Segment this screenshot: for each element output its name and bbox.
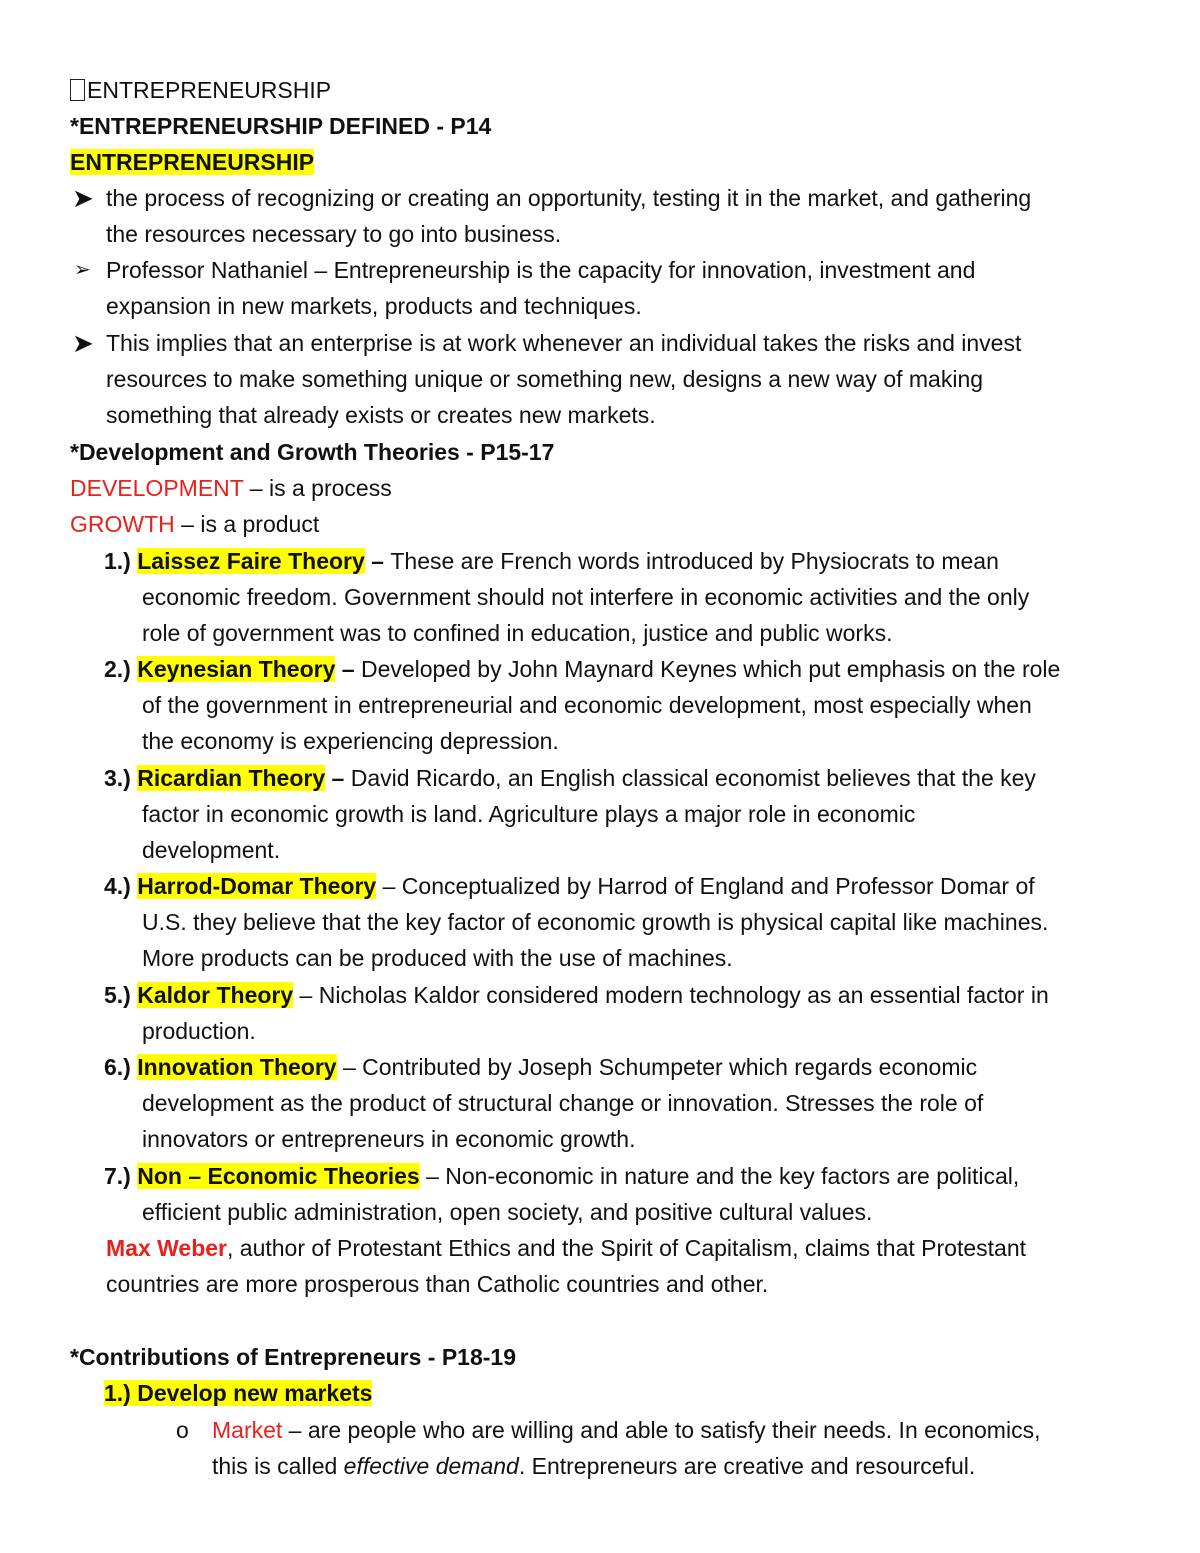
section-heading-contributions: *Contributions of Entrepreneurs - P18-19 <box>70 1344 517 1370</box>
document-title: ENTREPRENEURSHIP <box>70 74 331 106</box>
circle-bullet-icon: o <box>176 1417 189 1443</box>
theory-4-line-3: More products can be produced with the use of machines. <box>142 945 733 971</box>
contribution-item-1: 1.) Develop new markets <box>104 1380 373 1406</box>
bullet-3-line-1: This implies that an enterprise is at work whenever an individual takes the risks and invest <box>106 330 1022 356</box>
arrow-bullet-icon: ➤ <box>72 183 94 213</box>
theory-4-line-2: U.S. they believe that the key factor of economic growth is physical capital like machines. <box>142 909 1049 935</box>
theory-7-line-2: efficient public administration, open society, and positive cultural values. <box>142 1199 873 1225</box>
theory-5-line-2: production. <box>142 1018 256 1044</box>
arrow-bullet-icon: ➤ <box>72 328 94 358</box>
theory-1-line-3: role of government was to confined in education, justice and public works. <box>142 620 893 646</box>
theory-7-line-1: 7.) Non – Economic Theories – Non-economic in nature and the key factors are political, <box>104 1163 1020 1189</box>
theory-3-line-2: factor in economic growth is land. Agriculture plays a major role in economic <box>142 801 916 827</box>
bullet-2-line-1: Professor Nathaniel – Entrepreneurship is the capacity for innovation, investment and <box>106 257 976 283</box>
bullet-3-line-2: resources to make something unique or something new, designs a new way of making <box>106 366 984 392</box>
bullet-1-line-1: the process of recognizing or creating an opportunity, testing it in the market, and gathering <box>106 185 1032 211</box>
theory-3-line-1: 3.) Ricardian Theory – David Ricardo, an English classical economist believes that the key <box>104 765 1036 791</box>
theory-6-line-1: 6.) Innovation Theory – Contributed by Joseph Schumpeter which regards economic <box>104 1054 978 1080</box>
theory-6-line-2: development as the product of structural change or innovation. Stresses the role of <box>142 1090 984 1116</box>
theory-4-line-1: 4.) Harrod-Domar Theory – Conceptualized by Harrod of England and Professor Domar of <box>104 873 1035 899</box>
theory-1-line-2: economic freedom. Government should not interfere in economic activities and the only <box>142 584 1030 610</box>
bullet-3-line-3: something that already exists or creates new markets. <box>106 402 656 428</box>
term-entrepreneurship: ENTREPRENEURSHIP <box>70 149 315 175</box>
growth-definition: GROWTH – is a product <box>70 511 320 537</box>
market-definition-line-2: this is called effective demand. Entrepreneurs are creative and resourceful. <box>212 1453 976 1479</box>
missing-glyph-icon <box>70 79 85 101</box>
theory-2-line-3: the economy is experiencing depression. <box>142 728 559 754</box>
weber-line-1: Max Weber, author of Protestant Ethics and the Spirit of Capitalism, claims that Protestant <box>106 1235 1027 1261</box>
theory-6-line-3: innovators or entrepreneurs in economic growth. <box>142 1126 636 1152</box>
theory-3-line-3: development. <box>142 837 281 863</box>
weber-line-2: countries are more prosperous than Catholic countries and other. <box>106 1271 769 1297</box>
arrow-bullet-icon: ➢ <box>74 259 91 281</box>
section-heading-theories: *Development and Growth Theories - P15-17 <box>70 439 555 465</box>
bullet-2-line-2: expansion in new markets, products and techniques. <box>106 293 642 319</box>
theory-1-line-1: 1.) Laissez Faire Theory – These are French words introduced by Physiocrats to mean <box>104 548 999 574</box>
theory-2-line-2: of the government in entrepreneurial and economic development, most especially when <box>142 692 1032 718</box>
market-definition-line-1: Market – are people who are willing and able to satisfy their needs. In economics, <box>212 1417 1041 1443</box>
theory-5-line-1: 5.) Kaldor Theory – Nicholas Kaldor considered modern technology as an essential factor in <box>104 982 1049 1008</box>
section-heading-defined: *ENTREPRENEURSHIP DEFINED - P14 <box>70 113 492 139</box>
development-definition: DEVELOPMENT – is a process <box>70 475 392 501</box>
bullet-1-line-2: the resources necessary to go into business. <box>106 221 562 247</box>
theory-2-line-1: 2.) Keynesian Theory – Developed by John Maynard Keynes which put emphasis on the role <box>104 656 1061 682</box>
